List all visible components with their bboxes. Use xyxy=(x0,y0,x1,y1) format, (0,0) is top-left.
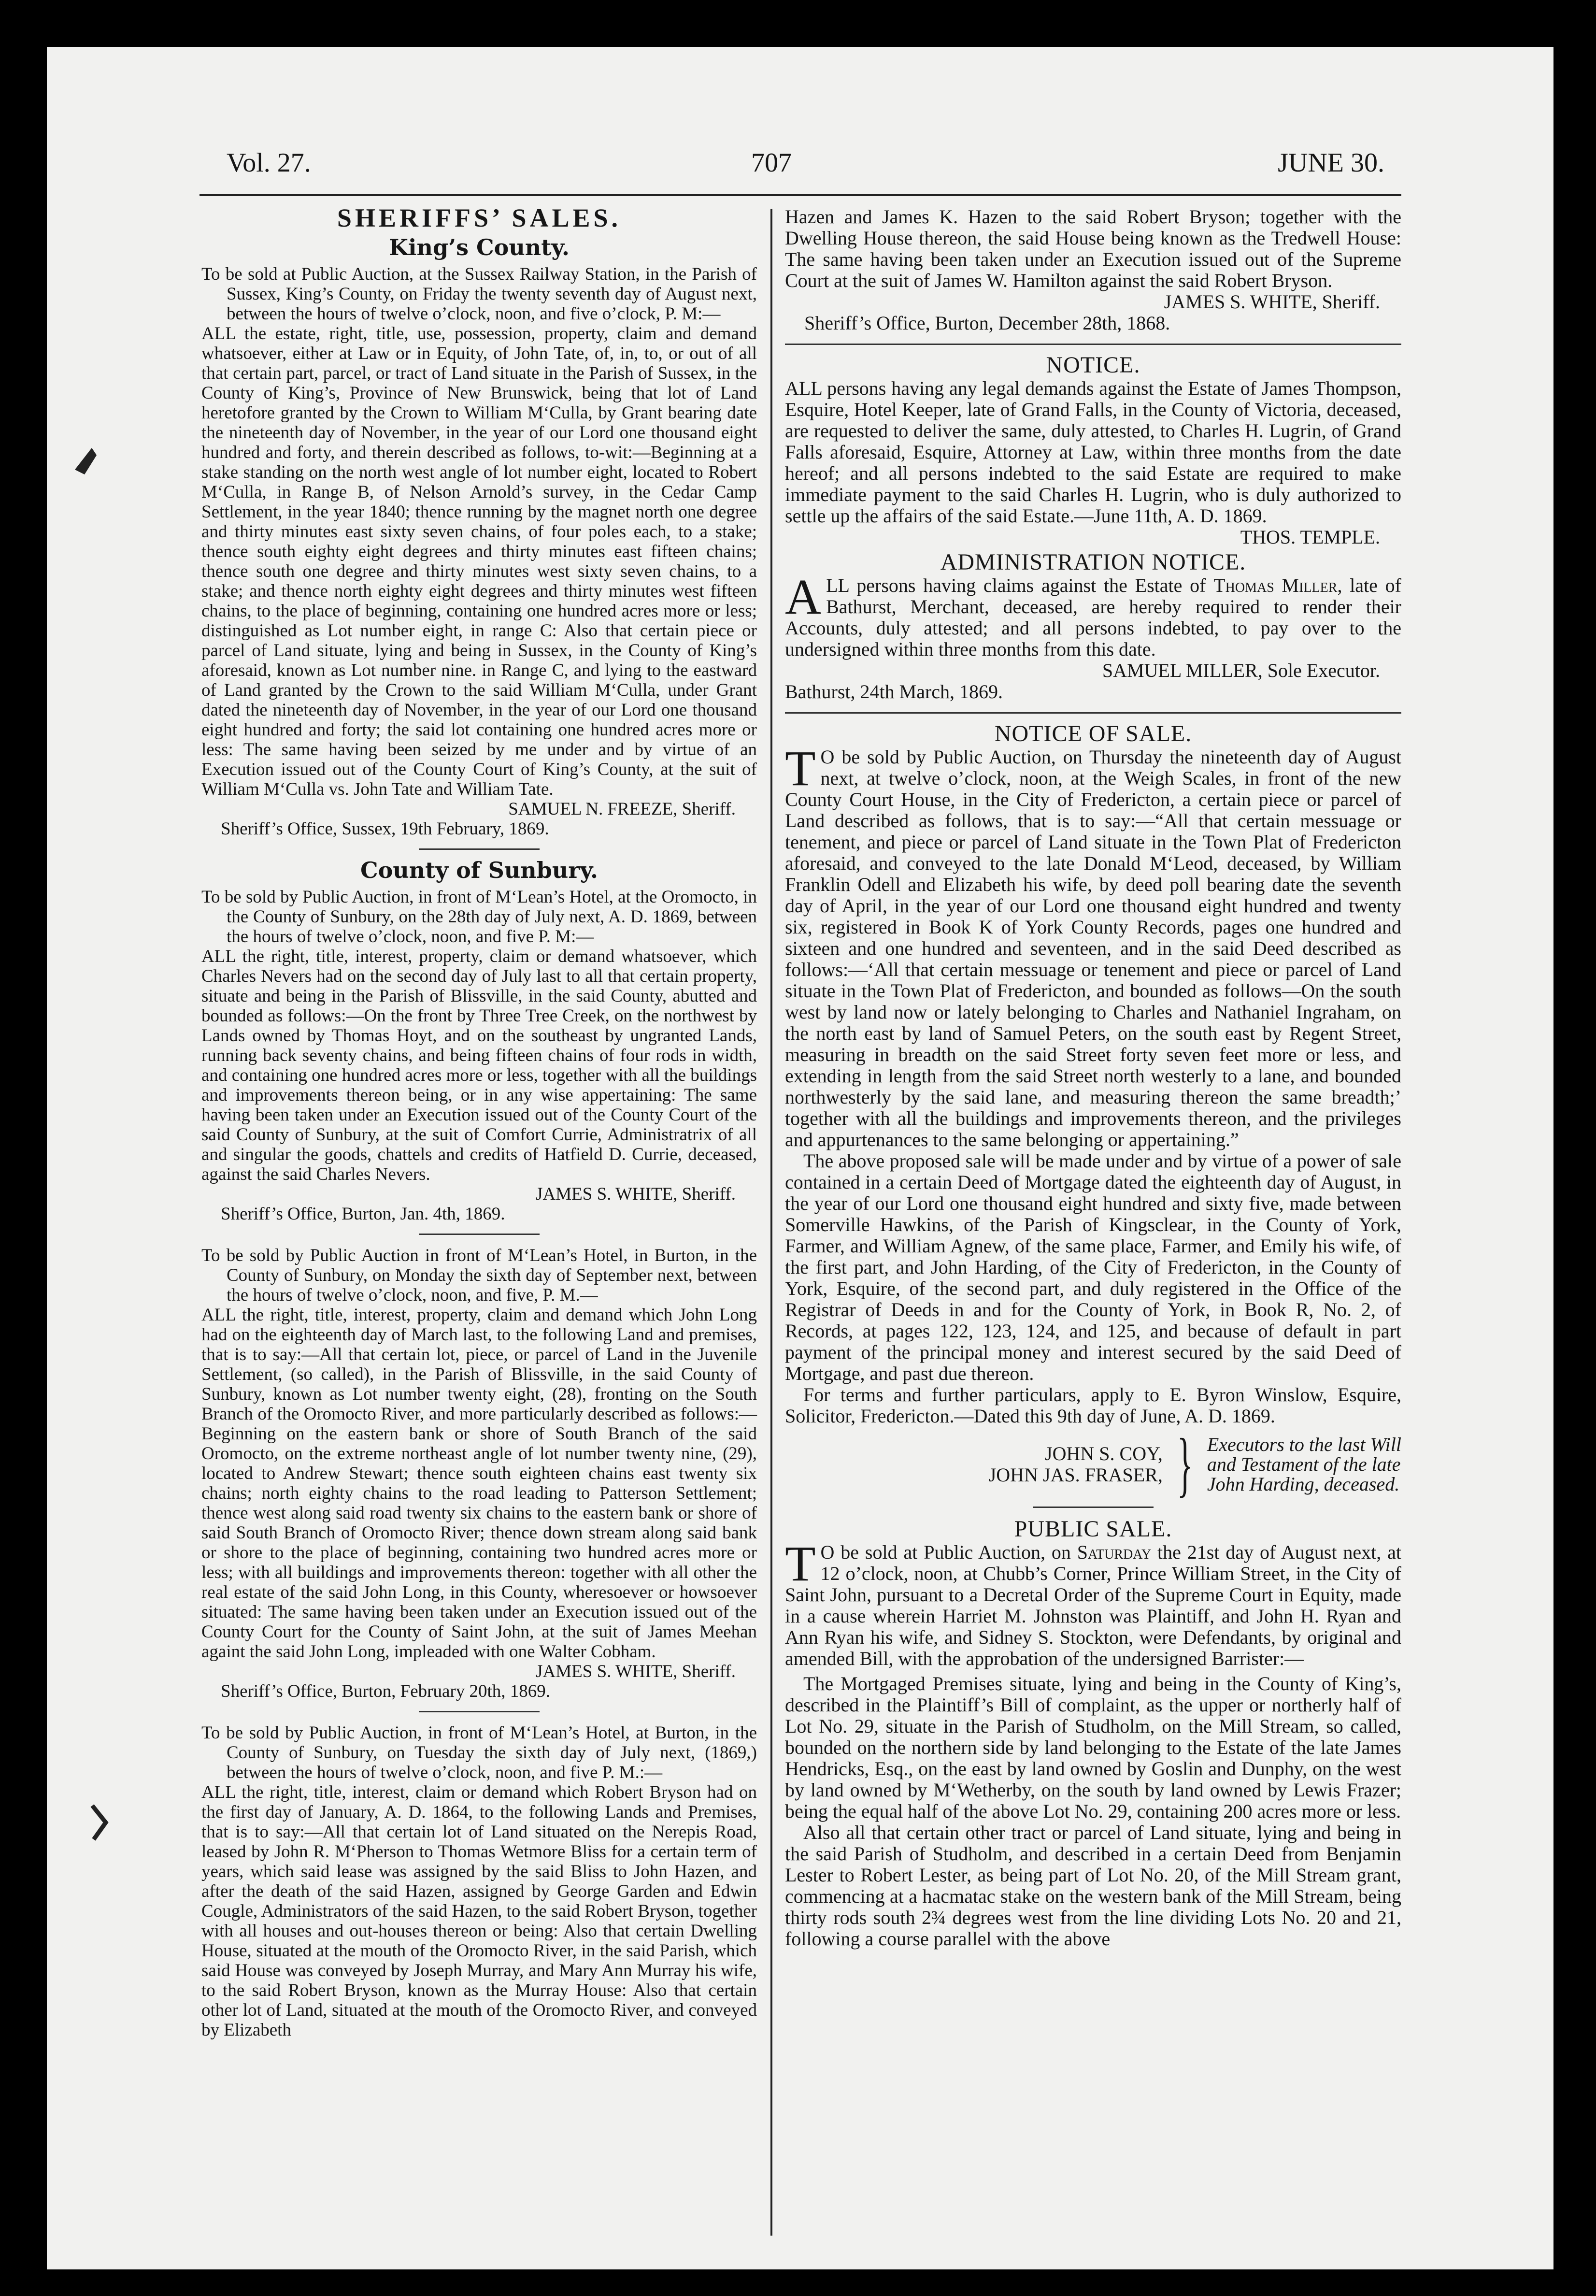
sheriffs-sales-title: SHERIFFS’ SALES. xyxy=(337,203,622,232)
column-divider xyxy=(770,209,772,2236)
continuation-body: Hazen and James K. Hazen to the said Robert Bryson; together with the Dwelling House thereon, the said House being known as the Tredwell House: The same having been taken under an Execution issued out of the Supreme Court at the suit of James W. Hamilton against the said Robert Bryson. xyxy=(785,206,1401,291)
page-number: 707 xyxy=(751,148,792,178)
public-sale-heading: PUBLIC SALE. xyxy=(1014,1516,1172,1542)
sunbury-heading: County of Sunbury. xyxy=(360,857,598,883)
notice-body: ALL persons having any legal demands against the Estate of James Thompson, Esquire, Hotel Keeper, late of Grand Falls, in the County of Victoria, deceased, are requested to deliver the same, duly attested, to Charles H. Lugrin, of Grand Falls aforesaid, Esquire, Attorney at Law, within three months from the date hereof; and all persons indebted to the said Estate are required to make immediate payment to the said Charles H. Lugrin, who is duly authorized to settle up the affairs of the said Estate.—June 11th, A. D. 1869. xyxy=(785,377,1401,527)
separator xyxy=(419,1711,540,1712)
sunbury-notice1-body: ALL the right, title, interest, property, claim or demand whatsoever, which Charles Nevers had on the second day of July last to all that certain property, situate and being in the Parish of Blissville, in the said County, abutted and bounded as follows:—On the front by Three Tree Creek, on the northwest by Lands owned by Thomas Hoyt, and on the southeast by ungranted Lands, running back seventy chains, and being fifteen chains of four rods in width, and containing one hundred acres more or less, together with all the buildings and improvements thereon being, or in any wise appertaining: The same having been taken under an Execution issued out of the County Court of the said County of Sunbury, at the suit of Comfort Currie, Administratrix of all and singular the goods, chattels and credits of Hatfield D. Currie, deceased, against the said Charles Nevers. xyxy=(201,947,757,1184)
administration-body: ALL persons having claims against the Estate of Thomas Miller, late of Bathurst, Merchant, deceased, are hereby required to render their Accounts, duly attested; and all persons indebted, to pay over to the undersigned within three months from this date. xyxy=(785,569,1401,660)
kings-county-signature: SAMUEL N. FREEZE, Sheriff. xyxy=(508,799,736,819)
drop-cap: A xyxy=(785,569,822,625)
separator xyxy=(419,848,540,850)
executor-description: and Testament of the late xyxy=(1207,1453,1401,1475)
right-column xyxy=(785,206,1401,1950)
volume-label: Vol. 27. xyxy=(227,148,311,178)
margin-arrow-mark xyxy=(70,441,104,479)
executor-description: Executors to the last Will xyxy=(1207,1434,1401,1455)
executor-name: JOHN S. COY, xyxy=(1045,1442,1163,1464)
drop-cap: T xyxy=(785,741,816,796)
sunbury-notice2-signature: JAMES S. WHITE, Sheriff. xyxy=(536,1662,736,1681)
newspaper-page xyxy=(47,47,1553,2269)
administration-signature: SAMUEL MILLER, Sole Executor. xyxy=(1102,660,1380,681)
continuation-office: Sheriff’s Office, Burton, December 28th, 1868. xyxy=(804,312,1170,334)
kings-county-office: Sheriff’s Office, Sussex, 19th February, 1869. xyxy=(221,819,549,839)
kings-county-intro: To be sold at Public Auction, at the Sussex Railway Station, in the Parish of Sussex, King’s County, on Friday the twenty seventh day of August next, between the hours of twelve o’clock, noon, and five o’clock, P. M:— xyxy=(201,264,757,324)
notice-of-sale-body1: T O be sold by Public Auction, on Thursday the nineteenth day of August next, at twelve o’clock, noon, at the Weigh Scales, in front of the new County Court House, in the City of Fredericton, a certain piece or parcel of Land described as follows, that is to say:—“All that certain messuage or tenement, and piece or parcel of Land situate in the Town Plat of Fredericton aforesaid, and conveyed to the late Donald M‘Leod, deceased, by William Franklin Odell and Elizabeth his wife, by deed poll bearing date the seventh day of April, in the year of our Lord one thousand eight hundred and twenty six, registered in Book K of York County Records, pages one hundred and sixteen and one hundred and seventeen, and in the said Deed described as follows:—‘All that certain messuage or tenement and piece or parcel of Land situate in the Town Plat of Fredericton, and bounded as follows—On the south west by land now or lately belonging to Charles and Nathaniel Ingraham, on the north east by land of Samuel Peters, on the south east by Regent Street, measuring in breadth on the said Street forty seven feet more or less, and extending in length from the said Street north westerly to a lane, and bounded northwesterly by the said lane, and measuring thereon the same breadth;’ together with all the buildings and improvements thereon, and the privileges and appurtenances to the same belonging or appertaining.” xyxy=(785,741,1401,1150)
administration-place: Bathurst, 24th March, 1869. xyxy=(785,681,1003,703)
executor-name: JOHN JAS. FRASER, xyxy=(988,1464,1163,1486)
sunbury-notice3-body: ALL the right, title, interest, claim or demand which Robert Bryson had on the first day of January, A. D. 1864, to the following Lands and Premises, that is to say:—All that certain lot of Land situated on the Nerepis Road, leased by John R. M‘Pherson to Thomas Wetmore Bliss for a certain term of years, which said lease was assigned by the said Bliss to John Hazen, and after the death of the said Hazen, assigned by George Garden and Edwin Cougle, Administrators of the said Hazen, to the said Robert Bryson, together with all houses and out-houses thereon or being: Also that certain Dwelling House, situated at the mouth of the Oromocto River, in the said Parish, which said House was conveyed by Joseph Murray, and Mary Ann Murray his wife, to the said Robert Bryson, known as the Murray House: Also that certain other lot of Land, situated at the mouth of the Oromocto River, and conveyed by Elizabeth xyxy=(201,1782,757,2040)
drop-cap: T xyxy=(785,1536,816,1592)
kings-county-body: ALL the estate, right, title, use, possession, property, claim and demand whatsoever, either at Law or in Equity, of John Tate, of, in, to, or out of all that certain part, parcel, or tract of Land situate in the Parish of Sussex, in the County of King’s, Province of New Brunswick, being that lot of Land heretofore granted by the Crown to William M‘Culla, by Grant bearing date the nineteenth day of November, in the year of our Lord one thousand eight hundred and forty, and therein described as follows, to-wit:—Beginning at a stake standing on the north west angle of lot number eight, located to Robert M‘Culla, in Range B, of Nelson Arnold’s survey, in the Cedar Camp Settlement, in the year 1840; thence running by the magnet north one degree and thirty minutes east sixty seven chains, of four poles each, to a stake; thence south eighty eight degrees and thirty minutes east fifteen chains; thence south one degree and thirty minutes west sixty seven chains, to a stake; and thence north eighty eight degrees and thirty minutes west fifteen chains, to the place of beginning, containing one hundred acres more or less; distinguished as Lot number eight, in range C: Also that certain piece or parcel of Land situate, lying and being in Sussex, in the County of King’s aforesaid, known as Lot number nine. in Range C, and lying to the eastward of Land granted by the Crown to the said William M‘Culla, under Grant dated the nineteenth day of November, in the year of our Lord one thousand eight hundred and forty; the said lot containing one hundred acres more or less: The same having been seized by me under and by virtue of an Execution issued out of the County Court of King’s County, at the suit of William M‘Culla vs. John Tate and William Tate. xyxy=(201,324,757,799)
brace-mark: } xyxy=(1177,1424,1193,1504)
notice-signature: THOS. TEMPLE. xyxy=(1240,526,1380,548)
notice-of-sale-body3: For terms and further particulars, apply to E. Byron Winslow, Esquire, Solicitor, Fredericton.—Dated this 9th day of June, A. D. 1869. xyxy=(785,1384,1401,1427)
notice-heading: NOTICE. xyxy=(1046,352,1140,378)
public-sale-body1: T O be sold at Public Auction, on Saturday the 21st day of August next, at 12 o’clock, noon, at Chubb’s Corner, Prince William Street, in the City of Saint John, pursuant to a Decretal Order of the Supreme Court in Equity, made in a cause wherein Harriet M. Johnston was Plaintiff, and John H. Ryan and Ann Ryan his wife, and Sidney S. Stockton, were Defendants, by original and amended Bill, with the approbation of the undersigned Barrister:— xyxy=(785,1536,1402,1669)
sunbury-notice1-office: Sheriff’s Office, Burton, Jan. 4th, 1869. xyxy=(221,1204,505,1224)
administration-heading: ADMINISTRATION NOTICE. xyxy=(940,549,1246,575)
sunbury-notice2-body: ALL the right, title, interest, property, claim and demand which John Long had on the eighteenth day of March last, to the following Land and premises, that is to say:—All that certain lot, piece, or parcel of Land in the Juvenile Settlement, (so called), in the Parish of Blissville, in the said County of Sunbury, known as Lot number twenty eight, (28), fronting on the South Branch of the Oromocto River, and more particularly described as follows:—Beginning on the eastern bank or shore of South Branch of the said Oromocto, on the extreme northeast angle of lot number twenty nine, (29), located to Andrew Stewart; thence south eighteen chains east twenty six chains; north eighty chains to the road leading to Patterson Settlement; thence west along said road twenty six chains to the eastern bank or shore of said South Branch of Oromocto River; thence down stream along said bank or shore to the place of beginning, containing two hundred acres more or less; with all buildings and improvements thereon: together with all other the real estate of the said John Long, in this County, wheresoever or howsoever situated: The same having been taken under an Execution issued out of the County Court for the County of Saint John, at the suit of James Meehan againt the said John Long, impleaded with one Walter Cobham. xyxy=(201,1305,757,1662)
separator xyxy=(419,1234,540,1235)
notice-of-sale-body2: The above proposed sale will be made under and by virtue of a power of sale contained in a certain Deed of Mortgage dated the eighteenth day of August, in the year of our Lord one thousand eight hundred and sixty five, made between Somerville Hawkins, of the Parish of Kingsclear, in the County of York, Farmer, and William Agnew, of the same place, Farmer, and Emily his wife, of the first part, and John Harding, of the City of Fredericton, in the County of York, Esquire, of the second part, and duly registered in the Office of the Registrar of Deeds in and for the County of York, in Book R, No. 2, of Records, at pages 122, 123, 124, and 125, and because of default in part payment of the principal money and interest secured by the said Deed of Mortgage, and past due thereon. xyxy=(785,1150,1401,1384)
separator xyxy=(1033,1507,1154,1508)
sunbury-notice2-intro: To be sold by Public Auction in front of M‘Lean’s Hotel, in Burton, in the County of Sunbury, on Monday the sixth day of September next, between the hours of twelve o’clock, noon, and five, P. M.— xyxy=(201,1246,757,1305)
separator xyxy=(785,712,1401,714)
left-column xyxy=(201,203,757,2040)
continuation-signature: JAMES S. WHITE, Sheriff. xyxy=(1164,291,1380,313)
sunbury-notice1-signature: JAMES S. WHITE, Sheriff. xyxy=(536,1184,736,1204)
issue-date: JUNE 30. xyxy=(1278,148,1384,178)
sunbury-notice3-intro: To be sold by Public Auction, in front of M‘Lean’s Hotel, at Burton, in the County of Sunbury, on Tuesday the sixth day of July next, (1869,) between the hours of twelve o’clock, noon, and five P. M.:— xyxy=(201,1723,757,1782)
separator xyxy=(785,344,1401,345)
notice-of-sale-heading: NOTICE OF SALE. xyxy=(994,721,1192,746)
margin-bracket-mark xyxy=(86,1801,115,1844)
executor-description: John Harding, deceased. xyxy=(1207,1473,1400,1495)
public-sale-body2: The Mortgaged Premises situate, lying and being in the County of King’s, described in the Plaintiff’s Bill of complaint, as the upper or northerly half of Lot No. 29, situate in the Parish of Studholm, on the Mill Stream, so called, bounded on the northern side by land belonging to the Estate of the late James Hendricks, Esq., on the east by land owned by Goslin and Dunphy, on the west by land owned by M‘Wetherby, on the south by land owned by Lewis Frazer; being the equal half of the above Lot No. 29, containing 200 acres more or less. xyxy=(785,1673,1401,1822)
kings-county-heading: King’s County. xyxy=(389,234,570,260)
sunbury-notice2-office: Sheriff’s Office, Burton, February 20th, 1869. xyxy=(221,1681,550,1701)
executors-block xyxy=(785,1424,1401,1504)
public-sale-body3: Also all that certain other tract or parcel of Land situate, lying and being in the said Parish of Studholm, and described in a certain Deed from Benjamin Lester to Robert Lester, as being part of Lot No. 20, of the Mill Stream grant, commencing at a hacmatac stake on the western bank of the Mill Stream, being thirty rods south 2¾ degrees west from the line dividing Lots No. 20 and 21, following a course parallel with the above xyxy=(785,1822,1401,1950)
header-rule xyxy=(200,194,1401,196)
sunbury-notice1-intro: To be sold by Public Auction, in front of M‘Lean’s Hotel, at the Oromocto, in the County of Sunbury, on the 28th day of July next, A. D. 1869, between the hours of twelve o’clock, noon, and five P. M:— xyxy=(201,887,757,947)
